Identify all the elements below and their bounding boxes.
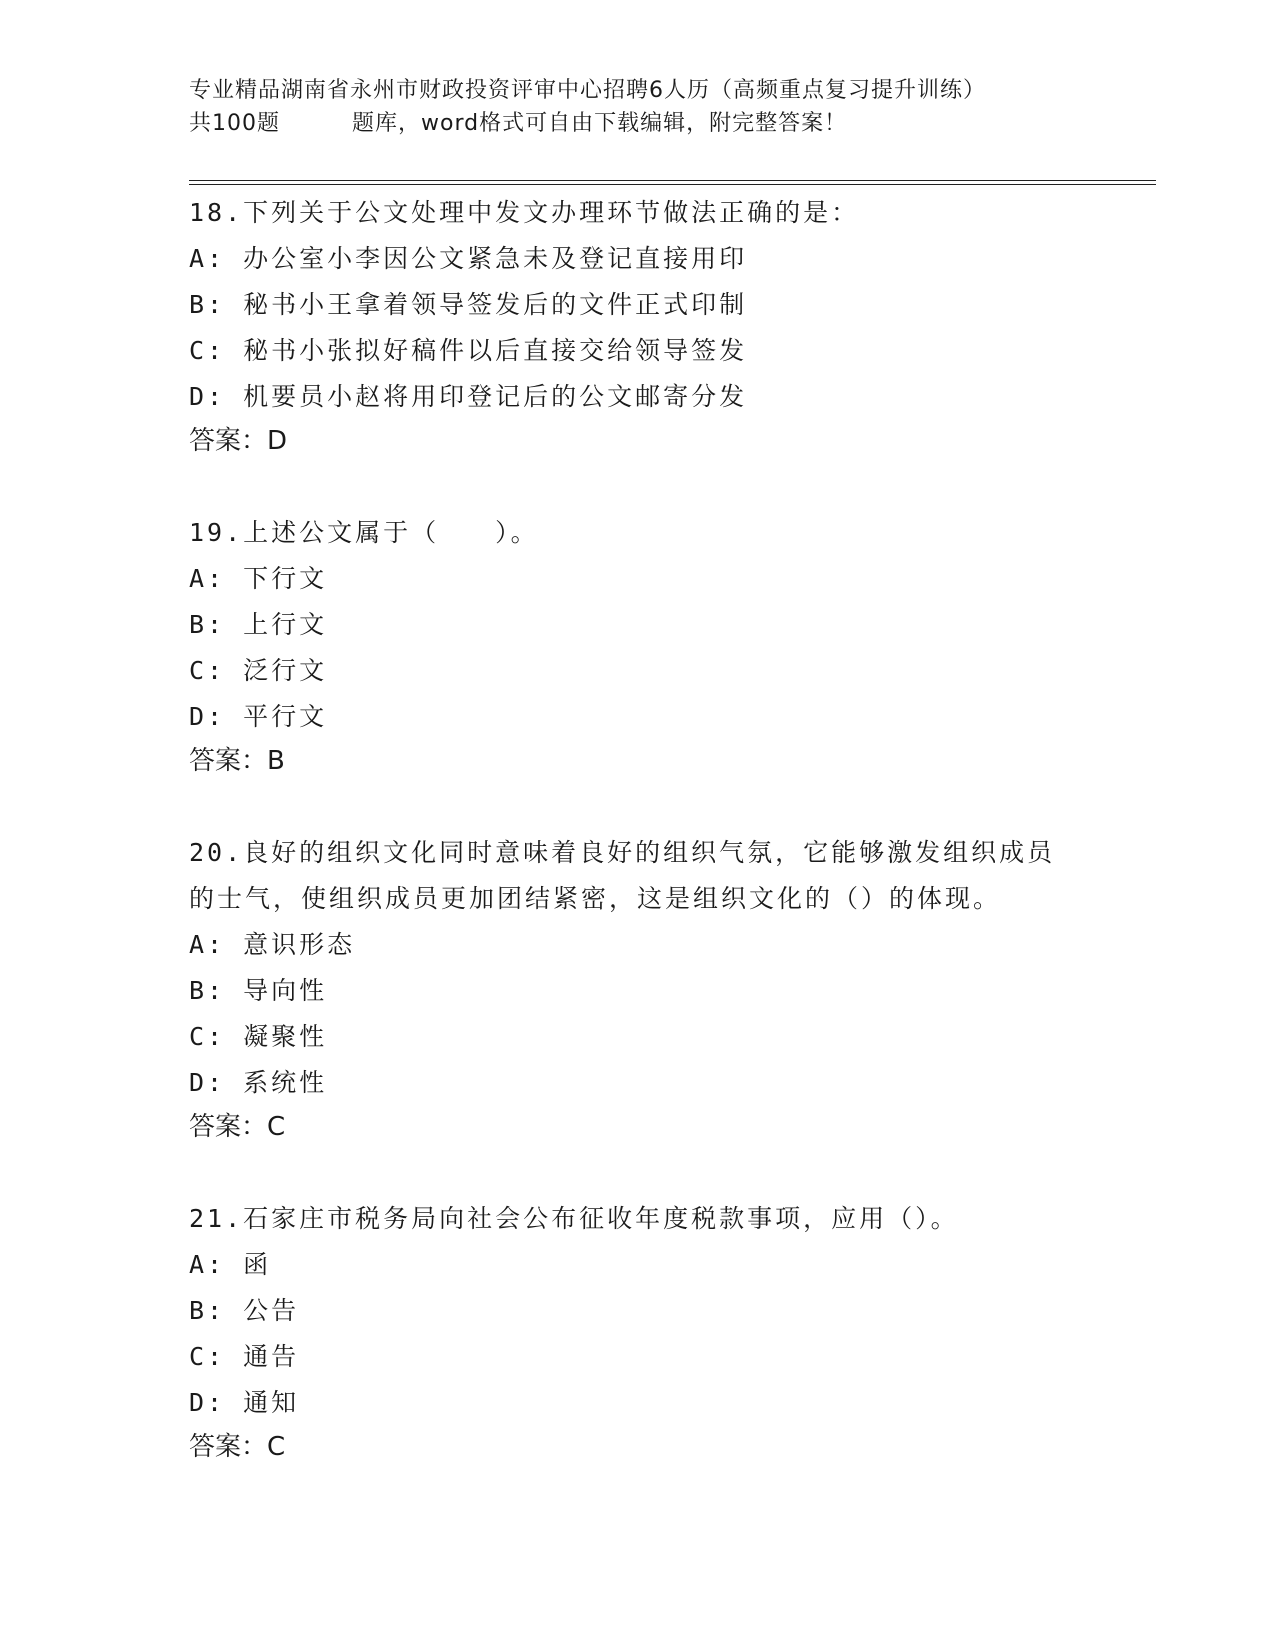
option-b: B: 导向性 xyxy=(189,976,328,1005)
question-stem-line-2: 的士气，使组织成员更加团结紧密，这是组织文化的（）的体现。 xyxy=(189,884,1002,913)
option-a: A: 下行文 xyxy=(189,564,328,593)
option-c: C: 秘书小张拟好稿件以后直接交给领导签发 xyxy=(189,336,748,365)
option-a: A: 意识形态 xyxy=(189,930,356,959)
option-a: A: 函 xyxy=(189,1250,272,1279)
document-header xyxy=(189,74,1089,140)
option-a: A: 办公室小李因公文紧急未及登记直接用印 xyxy=(189,244,748,273)
option-d: D: 系统性 xyxy=(189,1068,328,1097)
question-18 xyxy=(189,190,1089,464)
header-divider-top xyxy=(189,180,1156,181)
header-divider-bottom xyxy=(189,184,1156,185)
answer: 答案：C xyxy=(189,1432,286,1462)
header-subtitle xyxy=(189,107,1089,140)
option-b: B: 秘书小王拿着领导签发后的文件正式印制 xyxy=(189,290,748,319)
option-c: C: 凝聚性 xyxy=(189,1022,328,1051)
option-d: D: 平行文 xyxy=(189,702,328,731)
question-stem: 19.上述公文属于（ ）。 xyxy=(189,518,539,547)
answer: 答案：B xyxy=(189,746,285,776)
header-question-count: 共100题 xyxy=(189,111,280,136)
answer: 答案：C xyxy=(189,1112,286,1142)
question-21 xyxy=(189,1196,1089,1470)
question-stem-line-1: 20.良好的组织文化同时意味着良好的组织气氛，它能够激发组织成员 xyxy=(189,838,1056,867)
option-c: C: 通告 xyxy=(189,1342,300,1371)
question-stem: 21.石家庄市税务局向社会公布征收年度税款事项，应用（）。 xyxy=(189,1204,959,1233)
question-19 xyxy=(189,510,1089,784)
question-stem: 18.下列关于公文处理中发文办理环节做法正确的是： xyxy=(189,198,860,227)
option-c: C: 泛行文 xyxy=(189,656,328,685)
header-title: 专业精品湖南省永州市财政投资评审中心招聘6人历（高频重点复习提升训练） xyxy=(189,78,986,103)
option-b: B: 上行文 xyxy=(189,610,328,639)
option-d: D: 机要员小赵将用印登记后的公文邮寄分发 xyxy=(189,382,748,411)
option-d: D: 通知 xyxy=(189,1388,300,1417)
header-description: 题库，word格式可自由下载编辑，附完整答案！ xyxy=(352,111,848,136)
answer: 答案：D xyxy=(189,426,288,456)
option-b: B: 公告 xyxy=(189,1296,300,1325)
question-20 xyxy=(189,830,1089,1150)
